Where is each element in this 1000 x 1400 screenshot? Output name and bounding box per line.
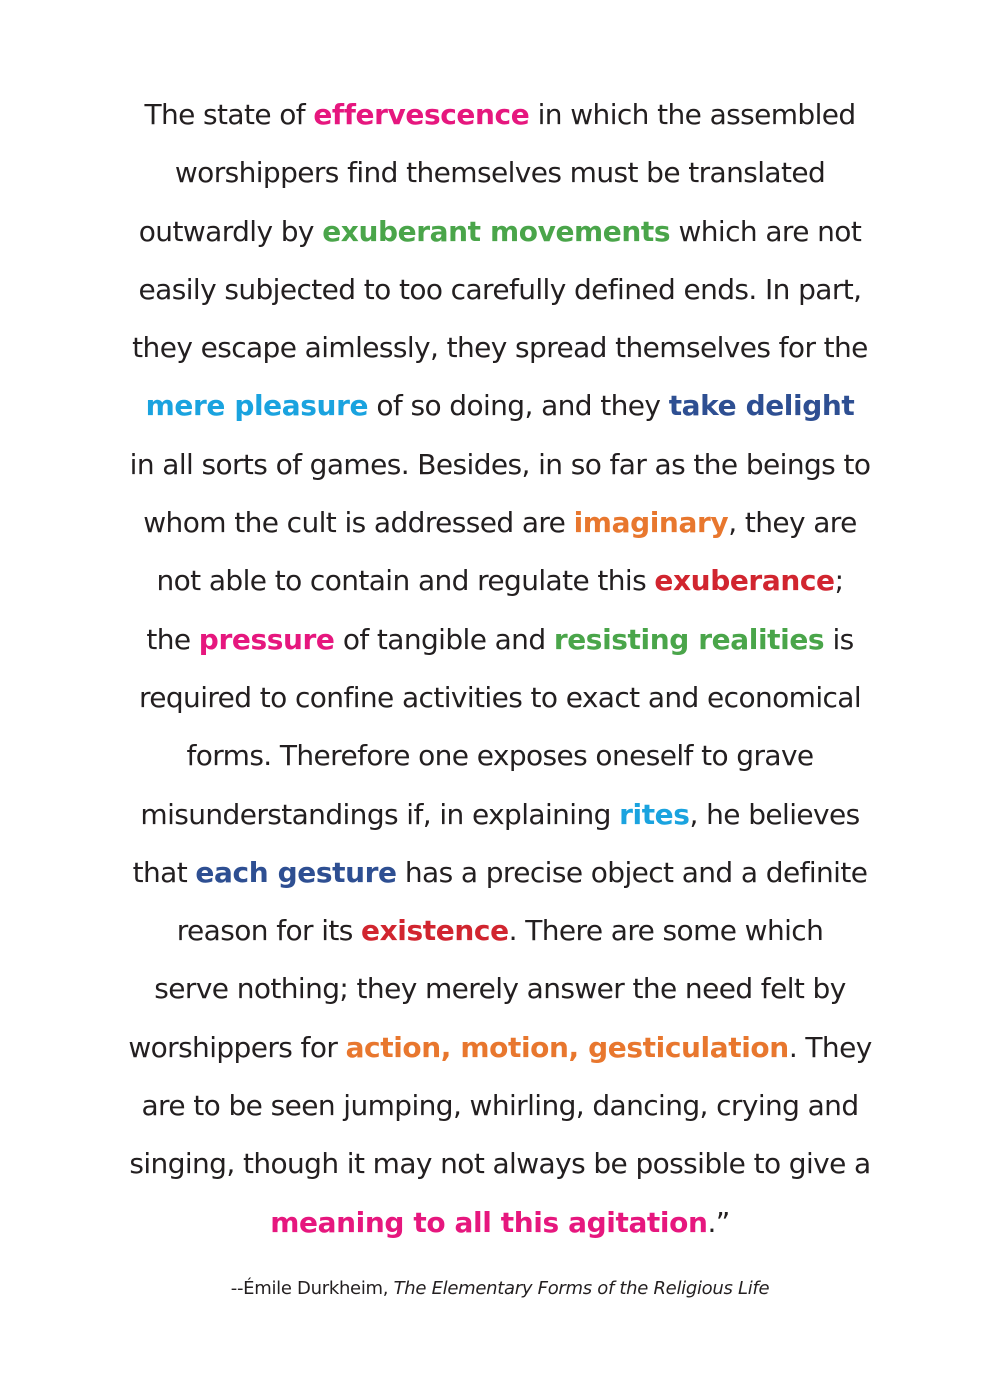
quote-line	[100, 844, 900, 902]
quote-text: has a precise object and a definite	[396, 855, 868, 889]
highlighted-phrase: exuberance	[654, 564, 835, 598]
quote-text: they escape aimlessly, they spread themselves for the	[132, 331, 868, 365]
quote-text: which are not	[670, 214, 862, 248]
quote-text: .”	[707, 1205, 730, 1239]
quote-text: in which the assembled	[529, 98, 856, 131]
quote-line	[100, 494, 900, 552]
highlighted-phrase: imaginary	[573, 506, 729, 540]
quote-text: The state of	[144, 98, 314, 131]
quote-body	[100, 86, 900, 1252]
quote-text: of so doing, and they	[368, 389, 669, 423]
quote-text: in all sorts of games. Besides, in so far as the beings to	[129, 447, 871, 481]
attribution-work-title: The Elementary Forms of the Religious Life	[393, 1278, 770, 1299]
quote-text: serve nothing; they merely answer the need felt by	[154, 972, 846, 1006]
quote-text: singing, though it may not always be possible to give a	[129, 1147, 871, 1181]
quote-text: forms. Therefore one exposes oneself to grave	[186, 739, 814, 773]
quote-line	[100, 86, 900, 144]
attribution-author: --Émile Durkheim,	[230, 1278, 394, 1299]
quote-text: required to confine activities to exact and economical	[138, 680, 862, 714]
quote-line	[100, 436, 900, 494]
quote-text: whom the cult is addressed are	[143, 506, 574, 540]
highlighted-phrase: exuberant movements	[322, 214, 671, 248]
highlighted-phrase: action, motion, gesticulation	[345, 1030, 789, 1064]
quote-line	[100, 669, 900, 727]
quote-line	[100, 1077, 900, 1135]
quote-text: is	[824, 622, 854, 656]
quote-line	[100, 203, 900, 261]
quote-line	[100, 552, 900, 610]
quote-text: worshippers find themselves must be translated	[174, 156, 826, 190]
quote-text: . There are some which	[508, 914, 824, 948]
quote-text: the	[146, 622, 199, 656]
quote-text: ;	[834, 564, 844, 598]
quote-line	[100, 319, 900, 377]
highlighted-phrase: existence	[361, 914, 509, 948]
highlighted-phrase: each gesture	[195, 855, 397, 889]
quote-line	[100, 611, 900, 669]
quote-text: outwardly by	[138, 214, 323, 248]
quote-text: , they are	[728, 506, 857, 540]
quote-text: that	[132, 855, 196, 889]
highlighted-phrase: take delight	[668, 389, 855, 423]
highlighted-phrase: meaning to all this agitation	[270, 1205, 708, 1239]
quote-text: are to be seen jumping, whirling, dancing, crying and	[141, 1089, 859, 1123]
quote-text: . They	[788, 1030, 872, 1064]
quote-text: , he believes	[689, 797, 860, 831]
highlighted-phrase: rites	[619, 797, 690, 831]
quote-text: easily subjected to too carefully defined ends. In part,	[138, 272, 862, 306]
quote-line	[100, 786, 900, 844]
quote-line	[100, 261, 900, 319]
quote-line	[100, 1019, 900, 1077]
highlighted-phrase: mere pleasure	[145, 389, 369, 423]
quote-line	[100, 902, 900, 960]
highlighted-phrase: effervescence	[313, 98, 530, 131]
quote-line	[100, 960, 900, 1018]
quote-text: worshippers for	[128, 1030, 346, 1064]
quote-line	[100, 377, 900, 435]
quote-line	[100, 1194, 900, 1252]
quote-line	[100, 727, 900, 785]
quote-line	[100, 144, 900, 202]
quote-line	[100, 1135, 900, 1193]
quote-text: misunderstandings if, in explaining	[140, 797, 620, 831]
quote-text: reason for its	[176, 914, 362, 948]
highlighted-phrase: pressure	[198, 622, 335, 656]
highlighted-phrase: resisting realities	[553, 622, 825, 656]
quote-text: of tangible and	[334, 622, 554, 656]
attribution	[100, 1274, 900, 1304]
quote-text: not able to contain and regulate this	[156, 564, 655, 598]
